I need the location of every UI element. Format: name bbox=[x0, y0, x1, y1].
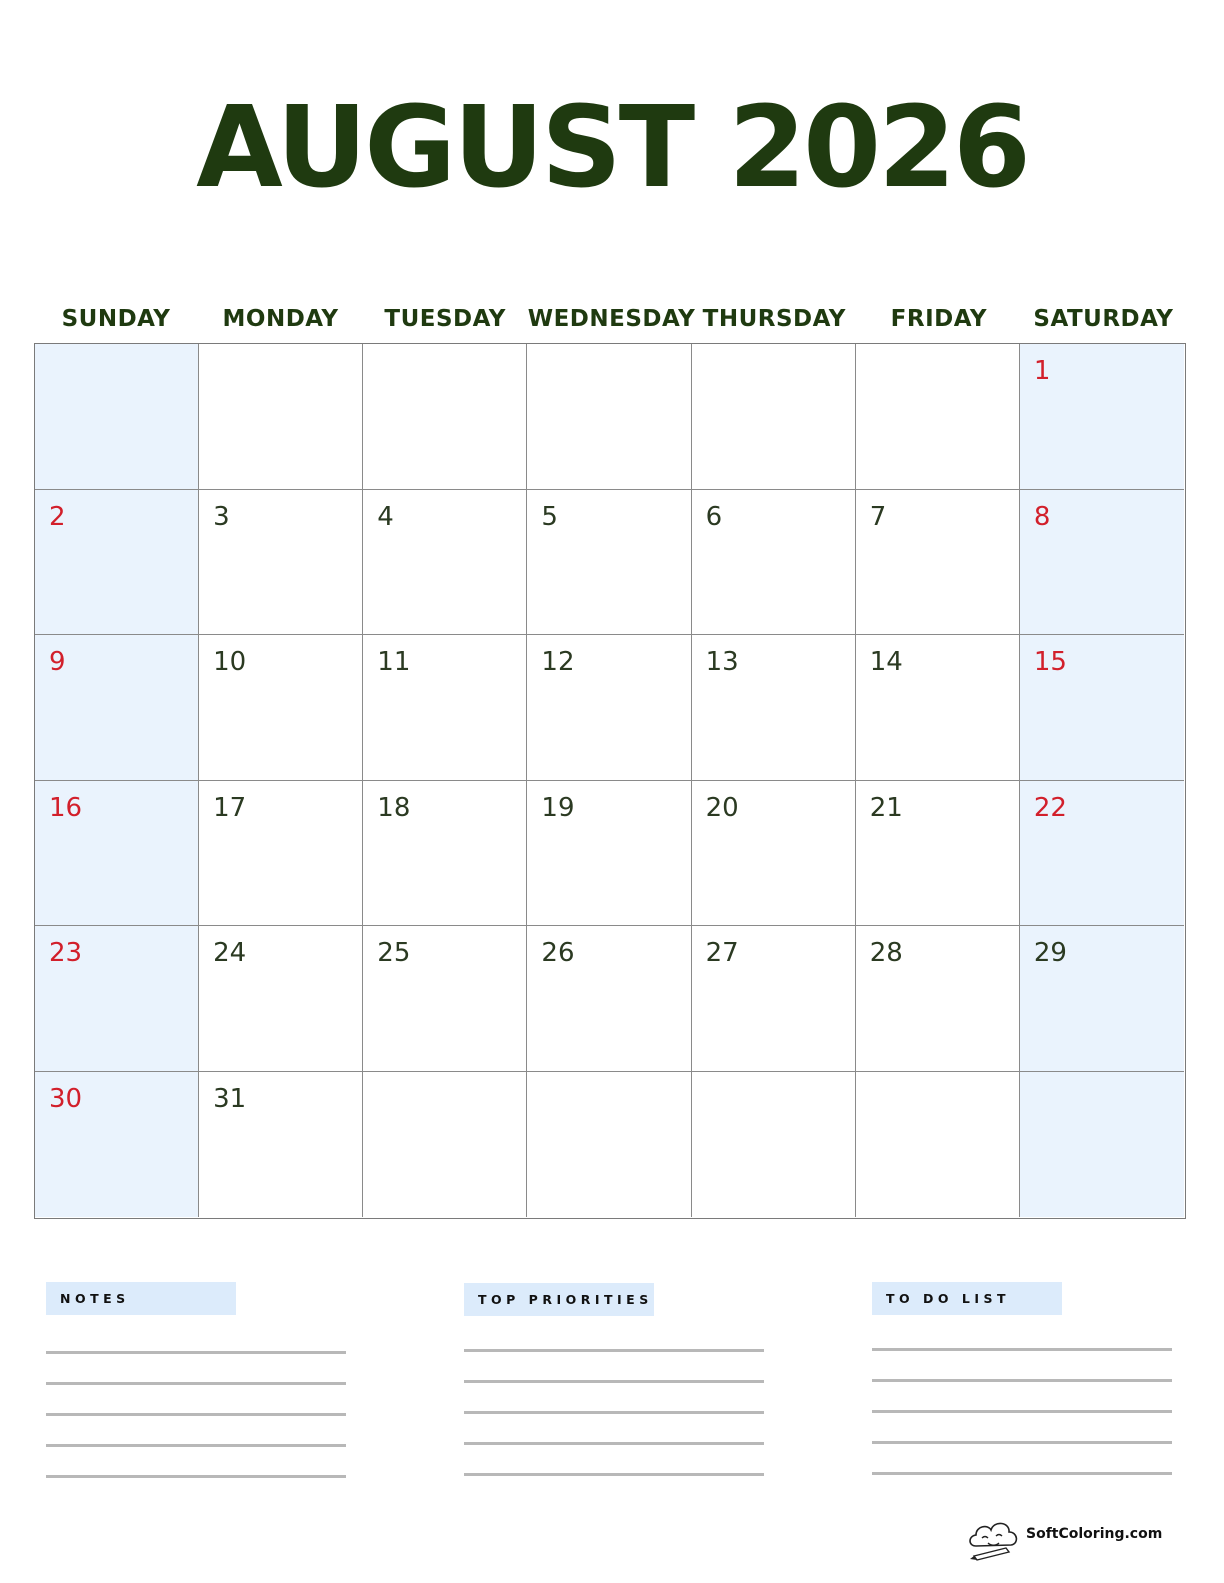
day-number: 19 bbox=[541, 792, 575, 823]
day-cell[interactable] bbox=[856, 490, 1020, 636]
day-cell[interactable] bbox=[363, 344, 527, 490]
day-cell[interactable] bbox=[1020, 344, 1184, 490]
day-number: 1 bbox=[1033, 356, 1051, 386]
day-number: 26 bbox=[541, 938, 575, 968]
priorities-line[interactable] bbox=[464, 1442, 764, 1445]
day-cell[interactable] bbox=[692, 635, 856, 781]
day-number: 18 bbox=[377, 792, 411, 823]
day-number: 3 bbox=[213, 501, 230, 532]
day-number: 14 bbox=[869, 647, 903, 677]
weekday-header-row bbox=[34, 302, 1186, 336]
day-number: 2 bbox=[49, 501, 66, 532]
day-number: 5 bbox=[541, 501, 558, 532]
day-number: 21 bbox=[869, 792, 903, 823]
day-number: 24 bbox=[213, 938, 247, 968]
top-priorities-label: TOP PRIORITIES bbox=[464, 1283, 654, 1316]
todo-line[interactable] bbox=[872, 1348, 1172, 1351]
priorities-line[interactable] bbox=[464, 1380, 764, 1383]
notes-line[interactable] bbox=[46, 1413, 346, 1416]
weekday-tuesday: TUESDAY bbox=[384, 306, 506, 332]
brand-text: SoftColoring.com bbox=[1026, 1526, 1163, 1542]
weekday-friday: FRIDAY bbox=[890, 306, 987, 332]
day-number: 28 bbox=[869, 938, 903, 968]
day-cell[interactable] bbox=[1020, 781, 1184, 927]
day-number: 8 bbox=[1033, 501, 1051, 532]
to-do-list-section bbox=[872, 1282, 1174, 1315]
day-cell[interactable] bbox=[856, 781, 1020, 927]
todo-line[interactable] bbox=[872, 1441, 1172, 1444]
calendar-grid bbox=[34, 343, 1186, 1219]
day-cell[interactable] bbox=[35, 635, 199, 781]
day-cell[interactable] bbox=[1020, 926, 1184, 1072]
day-number: 12 bbox=[541, 647, 575, 677]
notes-line[interactable] bbox=[46, 1382, 346, 1385]
day-cell[interactable] bbox=[527, 1072, 691, 1218]
day-cell[interactable] bbox=[363, 490, 527, 636]
day-cell[interactable] bbox=[1020, 490, 1184, 636]
notes-line[interactable] bbox=[46, 1351, 346, 1354]
day-cell[interactable] bbox=[527, 926, 691, 1072]
day-number: 17 bbox=[213, 792, 247, 823]
day-cell[interactable] bbox=[363, 635, 527, 781]
day-cell[interactable] bbox=[199, 1072, 363, 1218]
todo-line[interactable] bbox=[872, 1410, 1172, 1413]
day-cell[interactable] bbox=[1020, 1072, 1184, 1218]
day-cell[interactable] bbox=[363, 926, 527, 1072]
day-number: 31 bbox=[213, 1083, 247, 1114]
day-number: 6 bbox=[705, 501, 723, 532]
day-cell[interactable] bbox=[35, 344, 199, 490]
day-number: 23 bbox=[49, 938, 83, 968]
day-number: 11 bbox=[377, 647, 411, 677]
day-cell[interactable] bbox=[527, 781, 691, 927]
weekday-wednesday: WEDNESDAY bbox=[527, 306, 696, 332]
day-cell[interactable] bbox=[363, 781, 527, 927]
day-cell[interactable] bbox=[856, 344, 1020, 490]
to-do-list-label: TO DO LIST bbox=[872, 1282, 1062, 1315]
todo-line[interactable] bbox=[872, 1472, 1172, 1475]
day-number: 29 bbox=[1033, 938, 1067, 968]
day-cell[interactable] bbox=[199, 490, 363, 636]
day-number: 27 bbox=[705, 938, 739, 968]
day-cell[interactable] bbox=[35, 1072, 199, 1218]
day-number: 15 bbox=[1033, 647, 1067, 677]
day-number: 4 bbox=[377, 501, 394, 532]
weekday-thursday: THURSDAY bbox=[702, 306, 846, 332]
day-number: 16 bbox=[49, 792, 83, 823]
notes-line[interactable] bbox=[46, 1475, 346, 1478]
priorities-line[interactable] bbox=[464, 1349, 764, 1352]
day-cell[interactable] bbox=[856, 926, 1020, 1072]
day-cell[interactable] bbox=[199, 781, 363, 927]
todo-line[interactable] bbox=[872, 1379, 1172, 1382]
day-number: 10 bbox=[213, 647, 247, 677]
day-cell[interactable] bbox=[856, 1072, 1020, 1218]
weekday-saturday: SATURDAY bbox=[1033, 306, 1174, 332]
day-cell[interactable] bbox=[856, 635, 1020, 781]
day-cell[interactable] bbox=[35, 781, 199, 927]
weekday-monday: MONDAY bbox=[222, 306, 339, 332]
day-cell[interactable] bbox=[692, 926, 856, 1072]
day-cell[interactable] bbox=[527, 344, 691, 490]
notes-section bbox=[46, 1282, 348, 1315]
day-number: 9 bbox=[49, 647, 66, 677]
day-cell[interactable] bbox=[692, 781, 856, 927]
notes-line[interactable] bbox=[46, 1444, 346, 1447]
day-cell[interactable] bbox=[692, 344, 856, 490]
day-cell[interactable] bbox=[199, 344, 363, 490]
day-cell[interactable] bbox=[35, 490, 199, 636]
day-number: 7 bbox=[869, 501, 887, 532]
day-number: 20 bbox=[705, 792, 739, 823]
weekday-sunday: SUNDAY bbox=[61, 306, 171, 332]
day-number: 13 bbox=[705, 647, 739, 677]
day-cell[interactable] bbox=[199, 926, 363, 1072]
day-cell[interactable] bbox=[199, 635, 363, 781]
day-number: 25 bbox=[377, 938, 411, 968]
day-cell[interactable] bbox=[527, 490, 691, 636]
day-number: 22 bbox=[1033, 792, 1067, 823]
day-cell[interactable] bbox=[35, 926, 199, 1072]
day-number: 30 bbox=[49, 1083, 83, 1114]
day-cell[interactable] bbox=[527, 635, 691, 781]
day-cell[interactable] bbox=[1020, 635, 1184, 781]
page-title: AUGUST 2026 bbox=[196, 83, 1028, 213]
priorities-line[interactable] bbox=[464, 1473, 764, 1476]
brand-logo bbox=[966, 1512, 1166, 1562]
top-priorities-section bbox=[464, 1283, 766, 1316]
notes-label: NOTES bbox=[46, 1282, 236, 1315]
cloud-pencil-logo-icon bbox=[966, 1512, 1024, 1562]
day-cell[interactable] bbox=[692, 1072, 856, 1218]
day-cell[interactable] bbox=[363, 1072, 527, 1218]
priorities-line[interactable] bbox=[464, 1411, 764, 1414]
day-cell[interactable] bbox=[692, 490, 856, 636]
